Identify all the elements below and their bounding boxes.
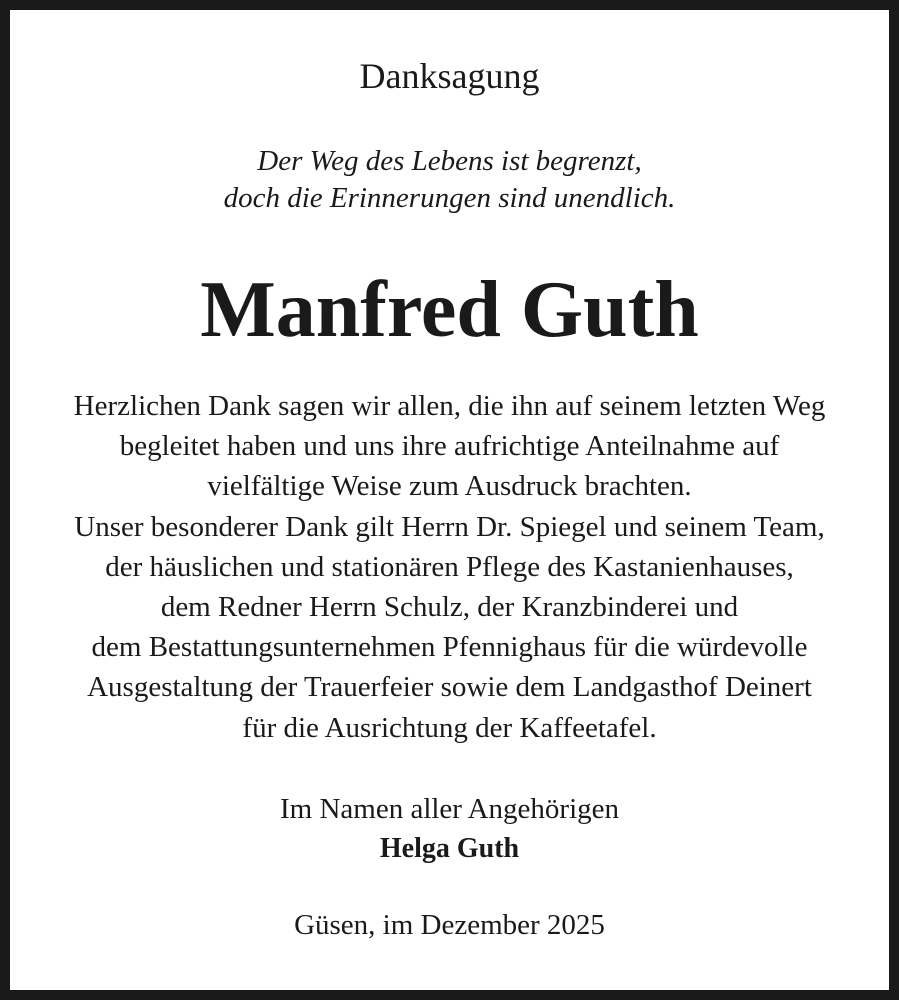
signer-name: Helga Guth: [379, 833, 520, 864]
body-line: der häuslichen und stationären Pflege des Kastanienhauses,: [105, 551, 794, 583]
deceased-name: Manfred Guth: [200, 266, 699, 354]
body-line: Herzlichen Dank sagen wir allen, die ihn auf seinem letzten Weg: [73, 390, 826, 422]
notice-header: Danksagung: [359, 56, 540, 96]
place-date: Güsen, im Dezember 2025: [294, 909, 605, 941]
body-line: dem Redner Herrn Schulz, der Kranzbinderei und: [160, 591, 739, 623]
signoff-text: Im Namen aller Angehörigen: [279, 793, 620, 825]
body-line: vielfältige Weise zum Ausdruck brachten.: [207, 470, 692, 502]
motto-line: Der Weg des Lebens ist begrenzt,: [257, 145, 642, 177]
body-line: Unser besonderer Dank gilt Herrn Dr. Spiegel und seinem Team,: [74, 511, 825, 543]
body-line: Ausgestaltung der Trauerfeier sowie dem Landgasthof Deinert: [87, 671, 812, 703]
body-line: für die Ausrichtung der Kaffeetafel.: [242, 712, 657, 744]
body-line: begleitet haben und uns ihre aufrichtige Anteilnahme auf: [119, 430, 780, 462]
body-line: dem Bestattungsunternehmen Pfennighaus für die würdevolle: [91, 631, 808, 663]
motto-line: doch die Erinnerungen sind unendlich.: [223, 182, 676, 214]
